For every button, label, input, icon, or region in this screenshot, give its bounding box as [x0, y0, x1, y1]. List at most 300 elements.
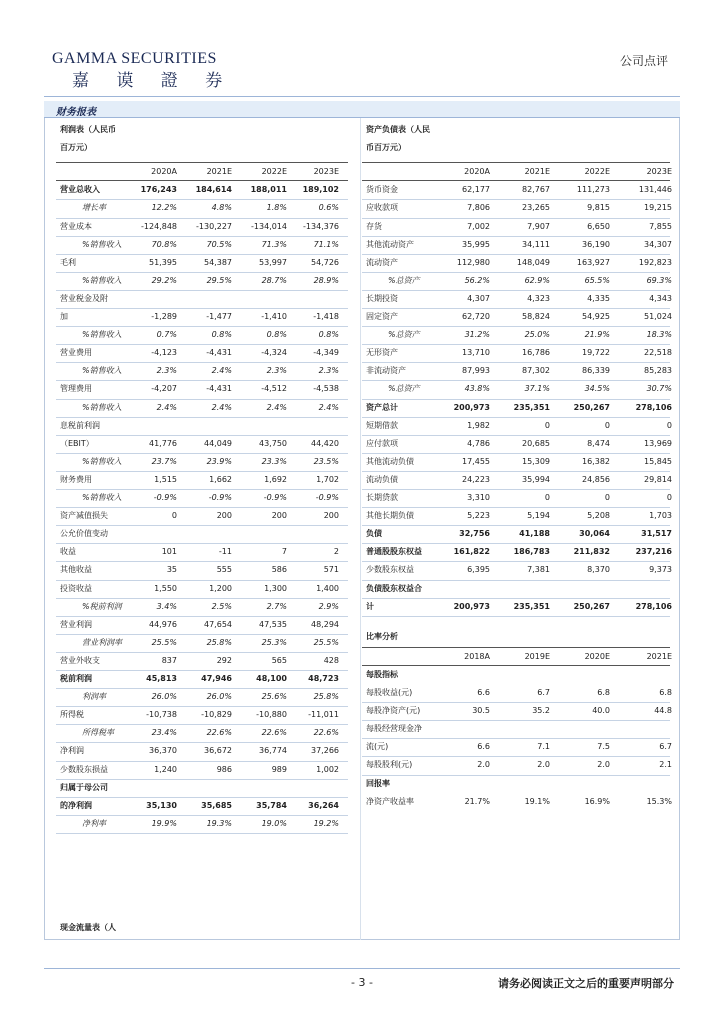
- row-label: %销售收入: [82, 456, 122, 466]
- row-value: 69.3%: [646, 275, 672, 285]
- row-rule: [362, 775, 670, 776]
- row-value: 24,856: [582, 474, 610, 484]
- row-value: 9,815: [587, 203, 610, 213]
- row-value: 3.4%: [156, 601, 177, 611]
- footer-divider: [44, 968, 680, 969]
- row-value: 87,993: [462, 366, 490, 376]
- row-value: 192,823: [638, 257, 672, 267]
- header-rule: [362, 647, 670, 648]
- row-value: 30.7%: [646, 384, 672, 394]
- row-value: 6.6: [477, 742, 490, 752]
- row-value: 0: [666, 420, 672, 430]
- row-value: 23,265: [522, 203, 550, 213]
- row-value: 51,395: [149, 257, 177, 267]
- header-divider: [44, 96, 680, 97]
- row-rule: [56, 616, 348, 617]
- row-value: 176,243: [140, 185, 177, 195]
- row-value: 5,223: [467, 511, 490, 521]
- row-value: 62.9%: [524, 275, 550, 285]
- row-rule: [56, 272, 348, 273]
- row-value: -11: [218, 547, 232, 557]
- row-value: 7,907: [527, 221, 550, 231]
- row-value: 19.0%: [261, 818, 287, 828]
- row-value: 65.5%: [584, 275, 610, 285]
- row-value: 35,685: [201, 800, 232, 810]
- row-value: 1,300: [264, 583, 287, 593]
- row-label: %销售收入: [82, 275, 122, 285]
- row-rule: [362, 453, 670, 454]
- row-label: 少数股东权益: [366, 565, 414, 575]
- row-rule: [56, 236, 348, 237]
- row-value: 0: [544, 493, 550, 502]
- row-value: 7.1: [537, 742, 550, 752]
- row-label: 营业总收入: [60, 185, 100, 195]
- row-value: -4,538: [313, 384, 339, 394]
- row-label: 营业费用: [60, 348, 92, 358]
- row-value: 148,049: [516, 257, 550, 267]
- year-header: 2020A: [151, 167, 177, 177]
- row-rule: [362, 756, 670, 757]
- row-value: 1,240: [154, 764, 177, 774]
- row-value: 1,662: [209, 474, 232, 484]
- row-value: 47,946: [201, 674, 232, 683]
- section-header: [44, 101, 680, 118]
- row-label: 所得税率: [82, 728, 114, 738]
- row-value: 36,672: [204, 746, 232, 756]
- row-rule: [56, 634, 348, 635]
- row-value: 40.0: [592, 706, 610, 716]
- row-rule: [56, 833, 348, 834]
- row-label: 毛利: [60, 257, 76, 267]
- row-label: %销售收入: [82, 493, 122, 502]
- row-value: -134,014: [251, 221, 287, 231]
- row-value: 29,814: [644, 474, 672, 484]
- row-rule: [362, 326, 670, 327]
- row-value: 184,614: [195, 185, 232, 195]
- row-value: 28.9%: [313, 275, 339, 285]
- row-value: 1,702: [316, 474, 339, 484]
- row-rule: [362, 236, 670, 237]
- row-label: 其他长期负债: [366, 511, 414, 521]
- row-label: %销售收入: [82, 330, 122, 340]
- row-rule: [56, 598, 348, 599]
- row-value: 2.1: [659, 760, 672, 770]
- table-title: 资产负债表（人民: [366, 125, 430, 134]
- row-value: 19.9%: [151, 818, 177, 828]
- row-value: 131,446: [638, 185, 672, 195]
- row-value: 47,654: [204, 619, 232, 629]
- row-value: 0.8%: [211, 330, 232, 340]
- row-value: 1,200: [209, 583, 232, 593]
- row-label: 管理费用: [60, 384, 92, 394]
- row-label: 每股收益(元): [366, 688, 413, 697]
- row-value: 0: [544, 420, 550, 430]
- row-value: 1,703: [649, 511, 672, 521]
- row-rule: [362, 471, 670, 472]
- header-rule: [56, 162, 348, 163]
- row-value: 235,351: [513, 601, 550, 611]
- row-label: 非流动资产: [366, 366, 406, 376]
- row-rule: [362, 272, 670, 273]
- row-rule: [56, 290, 348, 291]
- row-label: %销售收入: [82, 366, 122, 376]
- row-rule: [56, 308, 348, 309]
- row-value: 2.7%: [266, 601, 287, 611]
- row-value: 2: [333, 547, 339, 557]
- row-label: 流动负债: [366, 474, 398, 484]
- row-value: 1,550: [154, 583, 177, 593]
- year-header: 2021E: [646, 651, 672, 661]
- row-value: 112,980: [456, 257, 490, 267]
- row-value: 35.2: [532, 706, 550, 716]
- row-value: 36,190: [582, 239, 610, 249]
- row-value: 2.3%: [318, 366, 339, 376]
- row-rule: [56, 779, 348, 780]
- row-rule: [362, 720, 670, 721]
- row-value: 34,307: [644, 239, 672, 249]
- row-label: 营业税金及附: [60, 293, 108, 303]
- row-label: 的净利润: [60, 800, 92, 810]
- row-value: 48,100: [256, 674, 287, 683]
- row-value: 23.9%: [206, 456, 232, 466]
- row-value: 278,106: [635, 402, 672, 412]
- row-value: 37,266: [311, 746, 339, 756]
- row-rule: [362, 199, 670, 200]
- row-value: 0: [171, 511, 177, 521]
- row-value: 25.5%: [151, 637, 177, 647]
- row-value: 1,002: [316, 764, 339, 774]
- row-label: 其他收益: [60, 565, 92, 575]
- row-value: 32,756: [459, 529, 490, 539]
- row-value: 36,370: [149, 746, 177, 756]
- table-title: 利润表（人民币: [60, 125, 116, 134]
- row-rule: [362, 616, 670, 617]
- row-value: 292: [216, 655, 232, 665]
- row-rule: [362, 254, 670, 255]
- row-value: 30,064: [579, 529, 610, 539]
- row-value: -1,410: [261, 312, 287, 321]
- row-value: 23.3%: [261, 456, 287, 466]
- row-value: 1.8%: [266, 203, 287, 213]
- row-value: 87,302: [522, 366, 550, 376]
- row-value: 23.5%: [313, 456, 339, 466]
- row-value: 6.7: [659, 742, 672, 752]
- row-value: 0: [604, 493, 610, 502]
- row-value: 200: [323, 511, 339, 521]
- row-value: 4,343: [649, 293, 672, 303]
- row-value: 19.1%: [524, 796, 550, 806]
- row-value: 62,720: [462, 312, 490, 321]
- row-value: 101: [161, 547, 177, 557]
- row-value: -0.9%: [263, 493, 287, 502]
- row-value: 4,335: [587, 293, 610, 303]
- row-value: 586: [271, 565, 287, 575]
- row-value: -1,289: [151, 312, 177, 321]
- row-value: 29.5%: [206, 275, 232, 285]
- row-rule: [56, 797, 348, 798]
- row-label: 短期借款: [366, 420, 398, 430]
- row-value: 111,273: [576, 185, 610, 195]
- row-label: %销售收入: [82, 402, 122, 412]
- row-rule: [56, 652, 348, 653]
- row-label: 少数股东损益: [60, 764, 108, 774]
- row-value: 2.0: [537, 760, 550, 770]
- row-value: -1,418: [313, 312, 339, 321]
- row-rule: [362, 543, 670, 544]
- row-value: 44,420: [311, 438, 339, 448]
- year-header: 2021E: [206, 167, 232, 177]
- row-value: 15,309: [522, 456, 550, 466]
- row-value: -10,880: [256, 710, 287, 720]
- row-value: -4,431: [206, 384, 232, 394]
- row-rule: [56, 761, 348, 762]
- year-header: 2019E: [524, 651, 550, 661]
- row-value: -1,477: [206, 312, 232, 321]
- row-value: -4,431: [206, 348, 232, 358]
- row-label: 所得税: [60, 710, 84, 720]
- row-value: 5,194: [527, 511, 550, 521]
- row-value: 25.3%: [261, 637, 287, 647]
- row-value: 62,177: [462, 185, 490, 195]
- row-value: 278,106: [635, 601, 672, 611]
- row-rule: [362, 417, 670, 418]
- row-value: 22.6%: [261, 728, 287, 738]
- row-value: 29.2%: [151, 275, 177, 285]
- row-value: 35,994: [522, 474, 550, 484]
- row-label: （EBIT）: [60, 438, 94, 448]
- year-header: 2018A: [464, 651, 490, 661]
- row-value: 13,969: [644, 438, 672, 448]
- row-value: 986: [216, 764, 232, 774]
- row-value: -4,349: [313, 348, 339, 358]
- row-value: 4,786: [467, 438, 490, 448]
- row-value: 2.4%: [211, 402, 232, 412]
- row-value: 188,011: [250, 185, 287, 195]
- row-label: 营业外收支: [60, 655, 100, 665]
- row-value: -10,738: [146, 710, 177, 720]
- row-value: 7,806: [467, 203, 490, 213]
- row-rule: [56, 453, 348, 454]
- row-value: 26.0%: [206, 692, 232, 702]
- row-label: 营业利润率: [82, 637, 122, 647]
- section-title: 财务报表: [56, 107, 96, 118]
- row-value: 30.5: [472, 706, 490, 716]
- row-value: 19.3%: [206, 818, 232, 828]
- row-value: 71.3%: [261, 239, 287, 249]
- row-rule: [362, 507, 670, 508]
- company-logo-cn: 嘉 谟 證 券: [72, 71, 234, 91]
- row-value: 22.6%: [206, 728, 232, 738]
- row-label: 税前利润: [60, 674, 92, 683]
- row-value: 43,750: [259, 438, 287, 448]
- row-label: 营业利润: [60, 619, 92, 629]
- row-value: 53,997: [259, 257, 287, 267]
- row-value: 17,455: [462, 456, 490, 466]
- row-value: 837: [161, 655, 177, 665]
- row-value: 2.0: [597, 760, 610, 770]
- row-value: 56.2%: [464, 275, 490, 285]
- row-rule: [56, 380, 348, 381]
- row-value: 22.6%: [313, 728, 339, 738]
- row-rule: [56, 344, 348, 345]
- row-value: 70.8%: [151, 239, 177, 249]
- row-rule: [56, 218, 348, 219]
- row-rule: [362, 702, 670, 703]
- row-value: -11,011: [308, 710, 339, 720]
- row-value: 36,264: [308, 800, 339, 810]
- row-rule: [56, 688, 348, 689]
- row-value: 16.9%: [584, 796, 610, 806]
- row-value: 7,855: [649, 221, 672, 231]
- year-header: 2023E: [313, 167, 339, 177]
- row-value: 2.3%: [266, 366, 287, 376]
- row-label: 归属于母公司: [60, 782, 108, 792]
- row-value: 565: [271, 655, 287, 665]
- row-value: 70.5%: [206, 239, 232, 249]
- row-label: 长期投资: [366, 293, 398, 303]
- row-value: 25.8%: [206, 637, 232, 647]
- row-value: 16,786: [522, 348, 550, 358]
- row-label: 每股净资产(元): [366, 706, 421, 716]
- row-label: 其他流动负债: [366, 456, 414, 466]
- row-value: 4,307: [467, 293, 490, 303]
- row-value: 26.0%: [151, 692, 177, 702]
- row-label: 净资产收益率: [366, 796, 414, 806]
- row-rule: [56, 254, 348, 255]
- row-label: 投资收益: [60, 583, 92, 593]
- row-value: 58,824: [522, 312, 550, 321]
- row-rule: [56, 580, 348, 581]
- row-value: 4,323: [527, 293, 550, 303]
- per-share-title: 每股指标: [366, 669, 398, 679]
- row-rule: [56, 815, 348, 816]
- row-rule: [56, 724, 348, 725]
- row-value: -0.9%: [208, 493, 232, 502]
- row-rule: [56, 399, 348, 400]
- row-value: -10,829: [201, 710, 232, 720]
- row-value: 19,722: [582, 348, 610, 358]
- page-header: [0, 0, 724, 96]
- row-rule: [362, 580, 670, 581]
- row-value: 1,982: [467, 420, 490, 430]
- cashflow-title: 现金流量表（人: [60, 923, 116, 932]
- row-label: 净利率: [82, 818, 106, 828]
- row-label: %总资产: [388, 275, 420, 285]
- row-rule: [362, 290, 670, 291]
- row-label: 负债: [366, 529, 382, 539]
- row-value: 44.8: [654, 706, 672, 716]
- row-value: 428: [323, 655, 339, 665]
- row-label: 应付款项: [366, 438, 398, 448]
- row-label: 其他流动资产: [366, 239, 414, 249]
- row-value: -4,512: [261, 384, 287, 394]
- row-value: 7: [281, 547, 287, 557]
- header-rule: [362, 665, 670, 666]
- row-label: 无形资产: [366, 348, 398, 358]
- row-value: 2.4%: [211, 366, 232, 376]
- row-label: %税前利润: [82, 601, 122, 611]
- row-value: 2.9%: [318, 601, 339, 611]
- header-rule: [362, 162, 670, 163]
- year-header: 2021E: [524, 167, 550, 177]
- table-title-unit: 百万元）: [60, 143, 92, 153]
- row-label: 收益: [60, 547, 76, 557]
- row-rule: [362, 362, 670, 363]
- row-value: 200: [271, 511, 287, 521]
- header-rule: [362, 180, 670, 181]
- row-value: 6.8: [659, 688, 672, 697]
- row-value: 23.7%: [151, 456, 177, 466]
- row-value: 48,294: [311, 619, 339, 629]
- row-value: 4.8%: [211, 203, 232, 213]
- row-value: 24,223: [462, 474, 490, 484]
- row-rule: [56, 670, 348, 671]
- row-rule: [362, 525, 670, 526]
- row-label: 存货: [366, 221, 382, 231]
- row-value: 6.8: [597, 688, 610, 697]
- row-value: 31,517: [641, 529, 672, 539]
- row-label: 利润率: [82, 692, 106, 702]
- row-value: 25.6%: [261, 692, 287, 702]
- row-value: 21.9%: [584, 330, 610, 340]
- row-rule: [362, 435, 670, 436]
- row-value: 13,710: [462, 348, 490, 358]
- row-label: 固定资产: [366, 312, 398, 321]
- row-value: 161,822: [453, 547, 490, 557]
- row-value: 19,215: [644, 203, 672, 213]
- company-logo-en: GAMMA SECURITIES: [52, 50, 217, 67]
- row-label: %销售收入: [82, 239, 122, 249]
- row-value: 6.6: [477, 688, 490, 697]
- row-rule: [56, 561, 348, 562]
- row-value: 1,400: [316, 583, 339, 593]
- row-rule: [56, 326, 348, 327]
- row-label: 每股经营现金净: [366, 724, 422, 734]
- row-value: 571: [323, 565, 339, 575]
- row-value: 9,373: [649, 565, 672, 575]
- header-rule: [56, 180, 348, 181]
- row-value: 31.2%: [464, 330, 490, 340]
- row-value: 34,111: [522, 239, 550, 249]
- row-value: 250,267: [573, 601, 610, 611]
- row-value: 250,267: [573, 402, 610, 412]
- row-value: 200,973: [453, 402, 490, 412]
- row-label: 每股股利(元): [366, 760, 413, 770]
- row-value: 0.6%: [318, 203, 339, 213]
- row-rule: [362, 399, 670, 400]
- row-rule: [56, 417, 348, 418]
- row-value: 37.1%: [524, 384, 550, 394]
- row-value: 25.8%: [313, 692, 339, 702]
- row-value: 189,102: [302, 185, 339, 195]
- return-title: 回报率: [366, 778, 390, 788]
- row-value: -134,376: [303, 221, 339, 231]
- row-value: 2.4%: [156, 402, 177, 412]
- row-label: 加: [60, 312, 68, 321]
- row-value: 7,381: [527, 565, 550, 575]
- row-value: 21.7%: [464, 796, 490, 806]
- row-rule: [362, 738, 670, 739]
- row-value: 6,650: [587, 221, 610, 231]
- row-label: 流(元): [366, 742, 389, 752]
- row-value: 28.7%: [261, 275, 287, 285]
- row-value: -4,123: [151, 348, 177, 358]
- row-rule: [362, 344, 670, 345]
- row-value: 6,395: [467, 565, 490, 575]
- disclaimer-text: 请务必阅读正文之后的重要声明部分: [498, 977, 674, 990]
- row-value: 12.2%: [151, 203, 177, 213]
- row-value: 1,515: [154, 474, 177, 484]
